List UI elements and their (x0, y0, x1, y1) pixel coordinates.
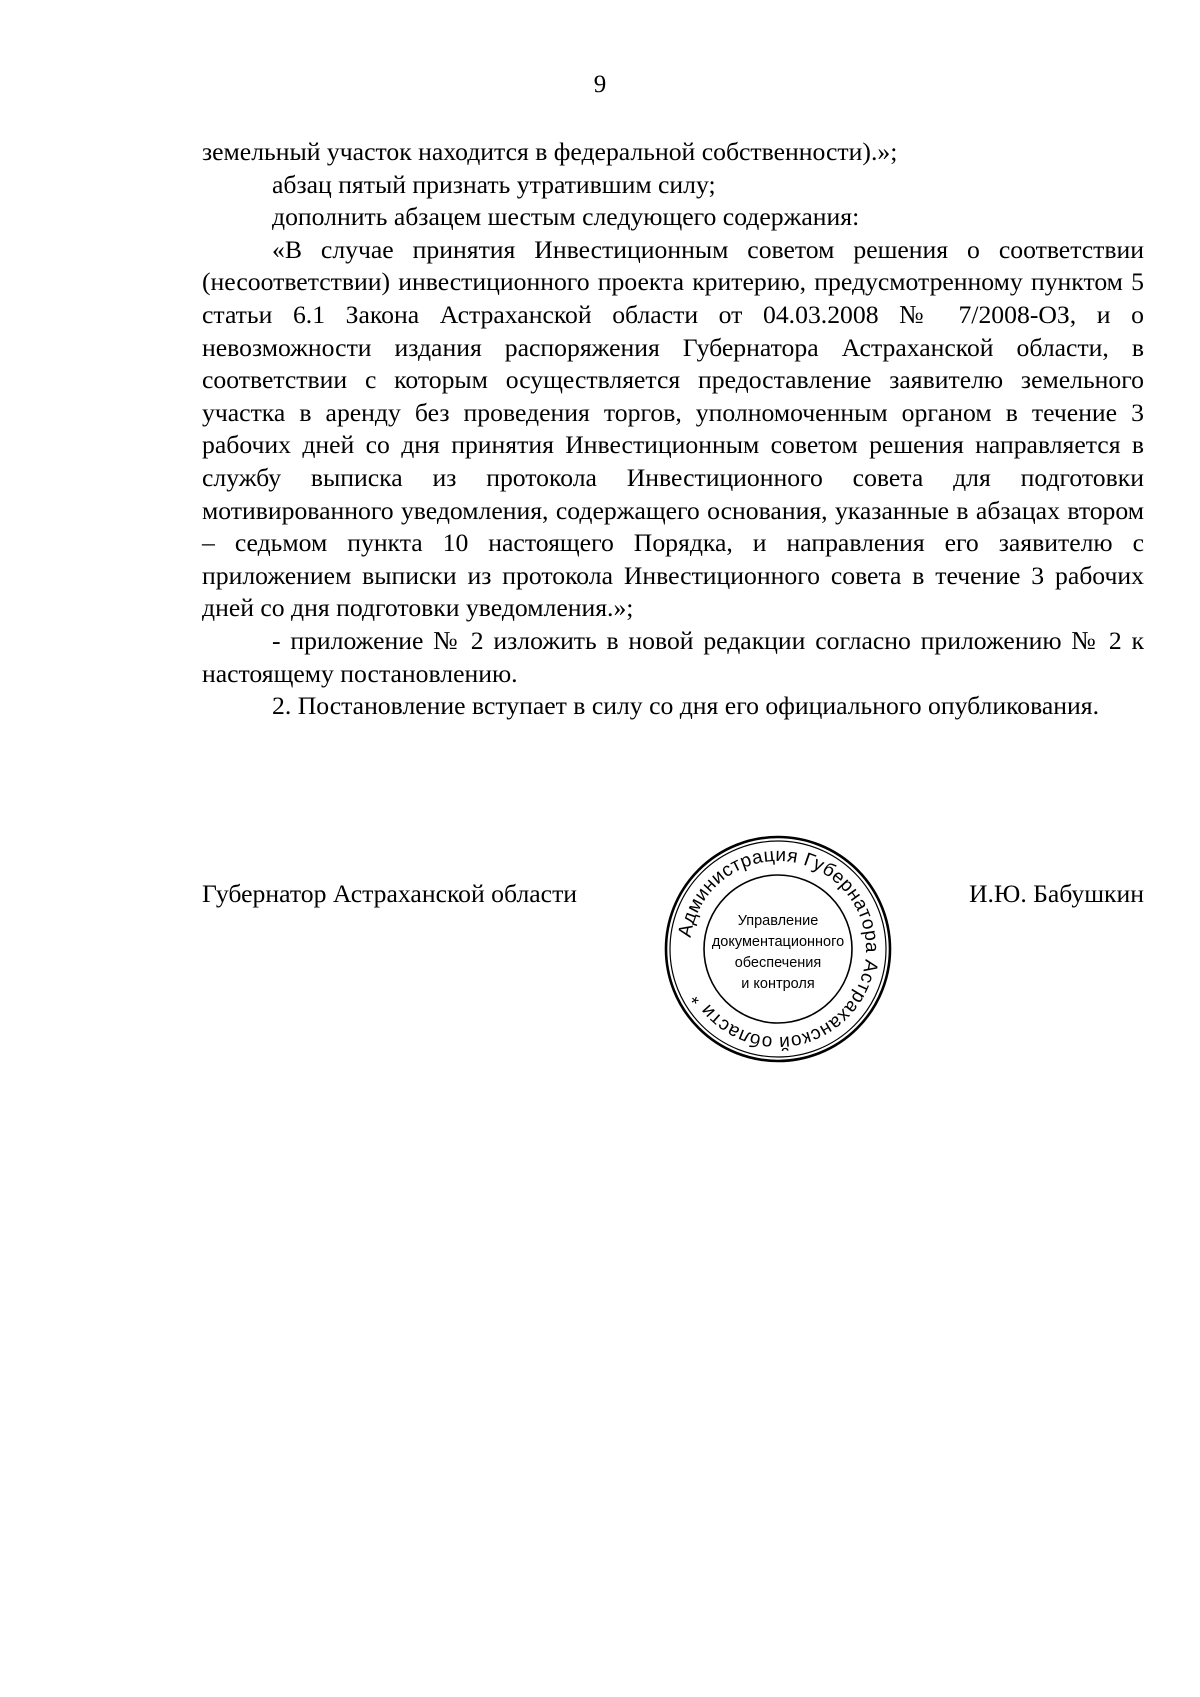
stamp-center-line-2: документационного (711, 934, 845, 950)
paragraph-appendix: - приложение № 2 изложить в новой редакции согласно приложению № 2 к настоящему постановлению. (202, 625, 1144, 688)
official-stamp (658, 829, 898, 1069)
paragraph-abzac-six-text: «В случае принятия Инвестиционным советом решения о соответствии (несоответствии) инвестиционного проекта критерию, предусмотренному пунктом 5 статьи 6.1 Закона Астраханской области от 04.03.2008 № 7/2008-ОЗ, и о невозможности издания распоряжения Губернатора Астраханской области, в соответствии с которым осуществляется предоставление заявителю земельного участка в аренду без проведения торгов, уполномоченным органом в течение 3 рабочих дней со дня принятия Инвестиционным советом решения направляется в службу выписка из протокола Инвестиционного совета для подготовки мотивированного уведомления, содержащего основания, указанные в абзацах втором – седьмом пункта 10 настоящего Порядка, и направления его заявителю с приложением выписки из протокола Инвестиционного совета в течение 3 рабочих дней со дня подготовки уведомления.»; (202, 234, 1144, 623)
document-body (202, 136, 1144, 723)
paragraph-abzac-six-intro: дополнить абзацем шестым следующего содержания: (272, 202, 860, 232)
signatory-name: И.Ю. Бабушкин (968, 879, 1144, 908)
paragraph-effective-date: 2. Постановление вступает в силу со дня его официального опубликования. (272, 691, 1100, 721)
stamp-center-line-1: Управление (737, 913, 819, 929)
stamp-ring-text: Администрация Губернатора Астраханской области * (674, 844, 883, 1054)
paragraph-continuation: земельный участок находится в федеральной собственности).»; (202, 137, 898, 166)
stamp-center-line-3: обеспечения (734, 955, 822, 971)
signatory-title: Губернатор Астраханской области (202, 879, 578, 908)
paragraph-abzac-five: абзац пятый признать утратившим силу; (272, 169, 716, 199)
stamp-center-line-4: и контроля (741, 976, 815, 992)
page-number: 9 (593, 71, 607, 98)
